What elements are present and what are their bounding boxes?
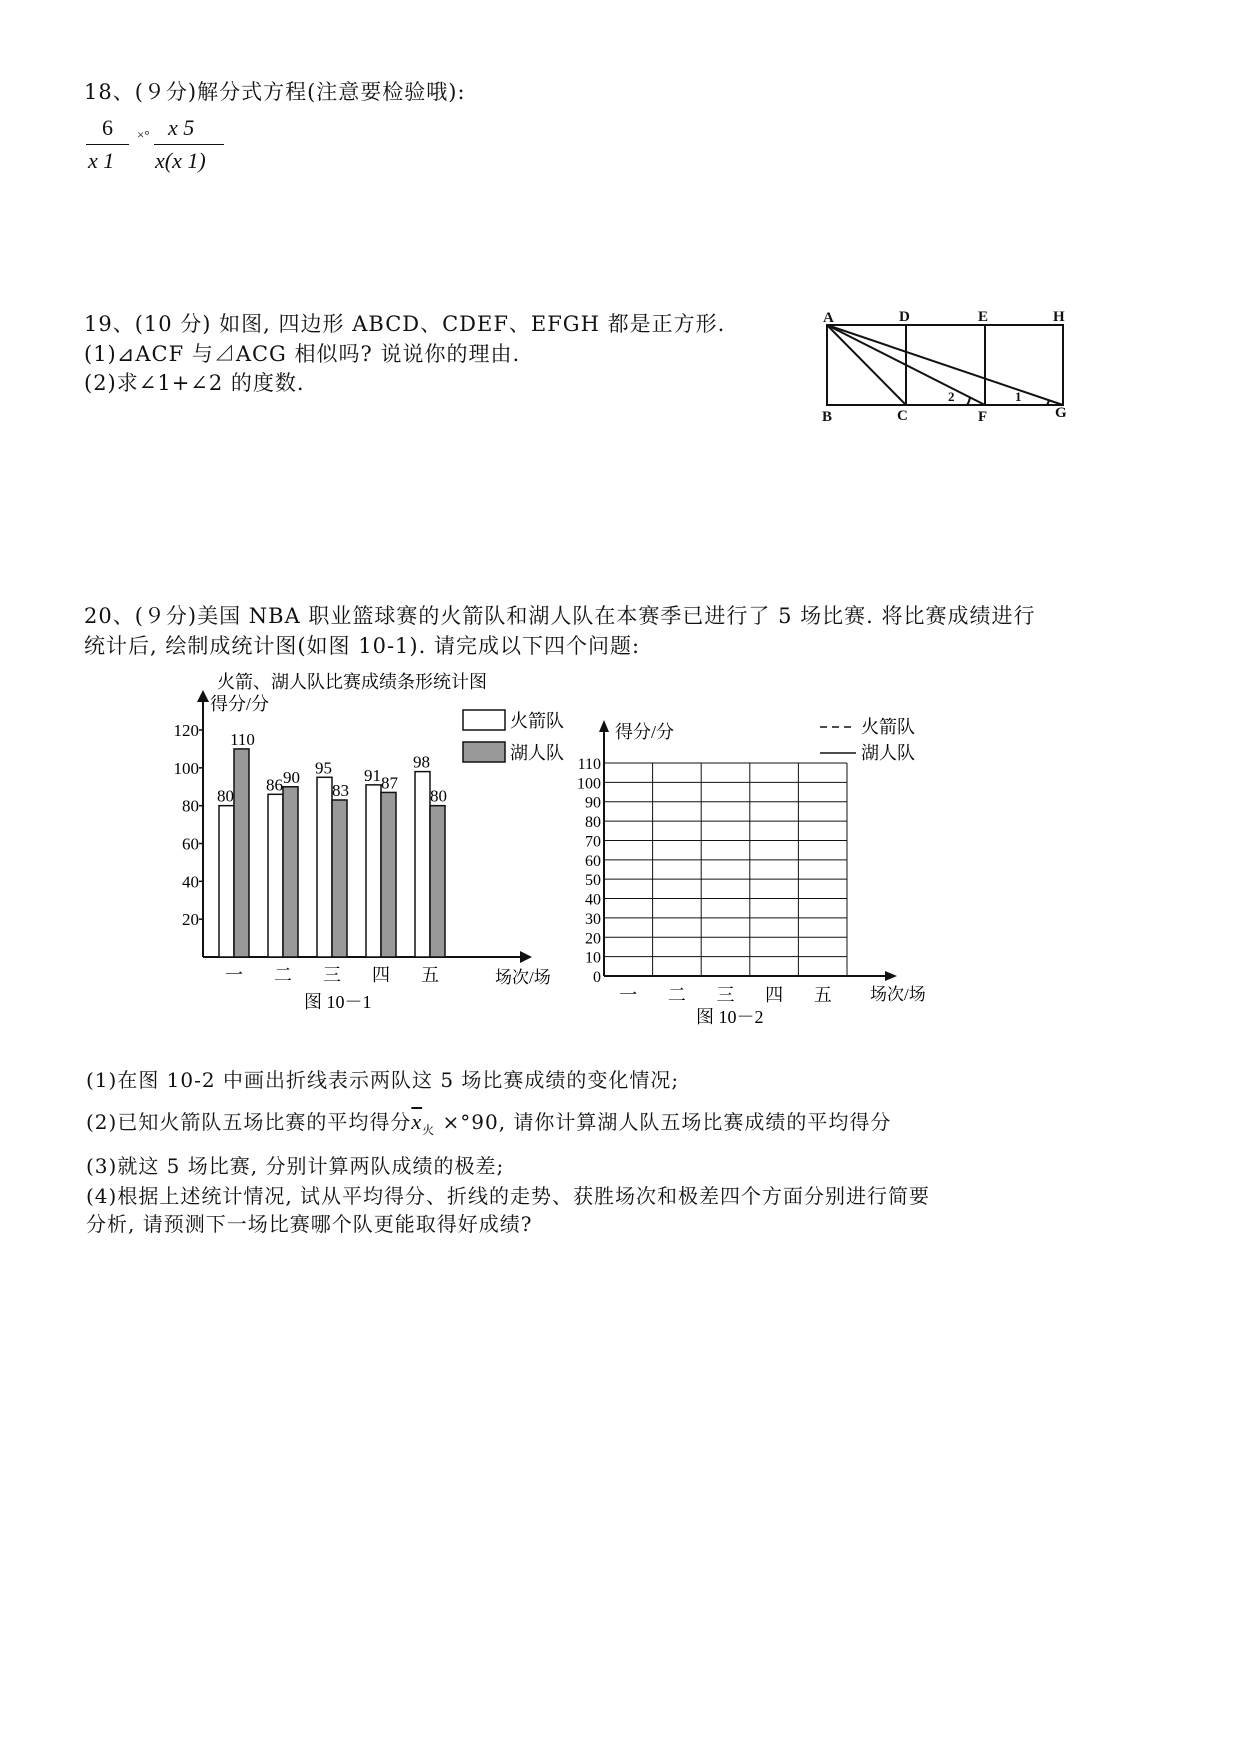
label-E: E	[978, 309, 989, 325]
bar-x-tick-label: 四	[372, 965, 390, 985]
bar-legend-swatch	[463, 742, 505, 762]
bar-data-label: 87	[381, 773, 398, 793]
bar-mark	[283, 787, 298, 957]
line-y-tick-label: 10	[585, 949, 601, 967]
line-chart-fig-10-2	[560, 700, 945, 1030]
bar-y-arrow	[197, 690, 209, 702]
bar-chart-caption: 图 10－1	[304, 992, 372, 1012]
label-D: D	[899, 309, 910, 325]
bar-mark	[268, 794, 283, 957]
line-legend-label: 火箭队	[861, 717, 915, 737]
bar-x-tick-label: 一	[225, 965, 243, 985]
bar-x-arrow	[520, 951, 532, 963]
line-x-arrow	[885, 971, 897, 981]
mean-x-subscript: 火	[422, 1123, 436, 1137]
angle-2-label: 2	[948, 389, 955, 404]
line-x-tick-label: 二	[667, 985, 686, 1005]
q20-sub2	[86, 1106, 891, 1138]
q20-sub3: (3)就这 5 场比赛, 分别计算两队成绩的极差;	[86, 1154, 505, 1178]
frac1-denominator: x 1	[88, 148, 115, 173]
bar-mark	[317, 777, 332, 957]
line-chart-ylabel: 得分/分	[615, 722, 675, 742]
line-y-tick-label: 90	[585, 794, 601, 812]
bar-chart-ylabel: 得分/分	[210, 694, 270, 714]
line-y-tick-label: 50	[585, 872, 601, 890]
line-y-arrow	[599, 720, 609, 732]
q18-title: 18、(９分)解分式方程(注意要检验哦):	[84, 80, 466, 104]
line-y-tick-label: 20	[585, 930, 601, 948]
bar-data-label: 91	[364, 765, 381, 785]
q20-sub4-line1: (4)根据上述统计情况, 试从平均得分、折线的走势、获胜场次和极差四个方面分别进行简要	[86, 1184, 931, 1208]
bar-x-tick-label: 五	[421, 965, 439, 985]
line-y-tick-label: 30	[585, 910, 601, 928]
bar-mark	[366, 785, 381, 957]
line-x-tick-label: 三	[716, 985, 735, 1005]
bar-y-tick-label: 60	[182, 834, 199, 854]
line-x-tick-label: 四	[765, 985, 784, 1005]
line-x-tick-label: 一	[619, 985, 638, 1005]
line-y-tick-label: 60	[585, 852, 601, 870]
bar-data-label: 110	[230, 729, 255, 749]
bar-data-label: 90	[283, 767, 300, 787]
bar-mark	[332, 800, 347, 957]
bar-legend-label: 火箭队	[510, 711, 564, 731]
mean-x-symbol: $\overline{x}$	[411, 1109, 423, 1134]
line-y-tick-label: 110	[577, 756, 601, 773]
q19-title: 19、(10 分) 如图, 四边形 ABCD、CDEF、EFGH 都是正方形.	[84, 312, 726, 336]
q19-part1: (1)⊿ACF 与⊿ACG 相似吗? 说说你的理由.	[84, 342, 521, 366]
bar-y-tick-label: 40	[182, 872, 199, 892]
line-y-tick-label: 80	[585, 814, 601, 832]
frac2-bar	[154, 144, 224, 145]
label-G: G	[1055, 405, 1067, 421]
line-y-tick-label: 0	[593, 969, 601, 986]
line-legend-label: 湖人队	[861, 743, 915, 763]
bar-y-tick-label: 120	[173, 721, 199, 740]
bar-legend-swatch	[463, 710, 505, 730]
line-y-tick-label: 100	[577, 775, 601, 793]
line-x-tick-label: 五	[813, 985, 832, 1005]
line-chart-caption: 图 10－2	[696, 1007, 764, 1027]
squares-diagram	[815, 300, 1075, 430]
q20-line2: 统计后, 绘制成统计图(如图 10-1). 请完成以下四个问题:	[84, 634, 641, 658]
bar-data-label: 80	[430, 786, 447, 806]
bar-data-label: 86	[266, 775, 283, 795]
bar-chart-fig-10-1	[160, 665, 564, 1030]
q19-part2: (2)求∠1+∠2 的度数.	[84, 371, 305, 395]
q20-sub1: (1)在图 10-2 中画出折线表示两队这 5 场比赛成绩的变化情况;	[86, 1068, 680, 1092]
label-F: F	[978, 409, 988, 425]
frac2-denominator: x(x 1)	[155, 148, 206, 173]
q20-line1: 20、(９分)美国 NBA 职业篮球赛的火箭队和湖人队在本赛季已进行了 5 场比赛. 将比赛成绩进行	[84, 604, 1036, 628]
bar-y-tick-label: 100	[173, 758, 199, 778]
bar-mark	[381, 792, 396, 957]
frac1-bar	[86, 144, 129, 145]
line-y-tick-label: 70	[585, 833, 601, 851]
bar-y-tick-label: 20	[182, 910, 199, 930]
label-B: B	[822, 409, 833, 425]
bar-chart-title: 火箭、湖人队比赛成绩条形统计图	[217, 672, 487, 692]
q20-sub2-text-a: (2)已知火箭队五场比赛的平均得分	[86, 1110, 412, 1134]
bar-mark	[430, 806, 445, 957]
bar-data-label: 95	[315, 758, 332, 778]
bar-data-label: 80	[217, 786, 234, 806]
label-H: H	[1053, 309, 1065, 325]
bar-x-tick-label: 二	[274, 965, 292, 985]
bar-y-tick-label: 80	[182, 796, 199, 816]
line-chart-xlabel: 场次/场	[870, 985, 926, 1004]
bar-mark	[234, 749, 249, 957]
bar-x-tick-label: 三	[323, 965, 341, 985]
q20-sub2-text-b: ×°90, 请你计算湖人队五场比赛成绩的平均得分	[442, 1110, 892, 1134]
equals-mark: ×°	[137, 127, 150, 142]
label-A: A	[823, 310, 834, 326]
bar-chart-xlabel: 场次/场	[495, 968, 551, 987]
bar-mark	[219, 806, 234, 957]
bar-data-label: 98	[413, 752, 430, 772]
label-C: C	[897, 408, 908, 424]
bar-mark	[415, 772, 430, 957]
frac2-numerator: x 5	[168, 115, 195, 140]
frac1-numerator: 6	[102, 115, 113, 140]
angle-1-label: 1	[1015, 389, 1022, 404]
q18-equation	[84, 115, 244, 175]
line-y-tick-label: 40	[585, 891, 601, 909]
bar-legend-label: 湖人队	[510, 743, 564, 763]
q20-sub4-line2: 分析, 请预测下一场比赛哪个队更能取得好成绩?	[86, 1212, 533, 1236]
bar-data-label: 83	[332, 780, 349, 800]
